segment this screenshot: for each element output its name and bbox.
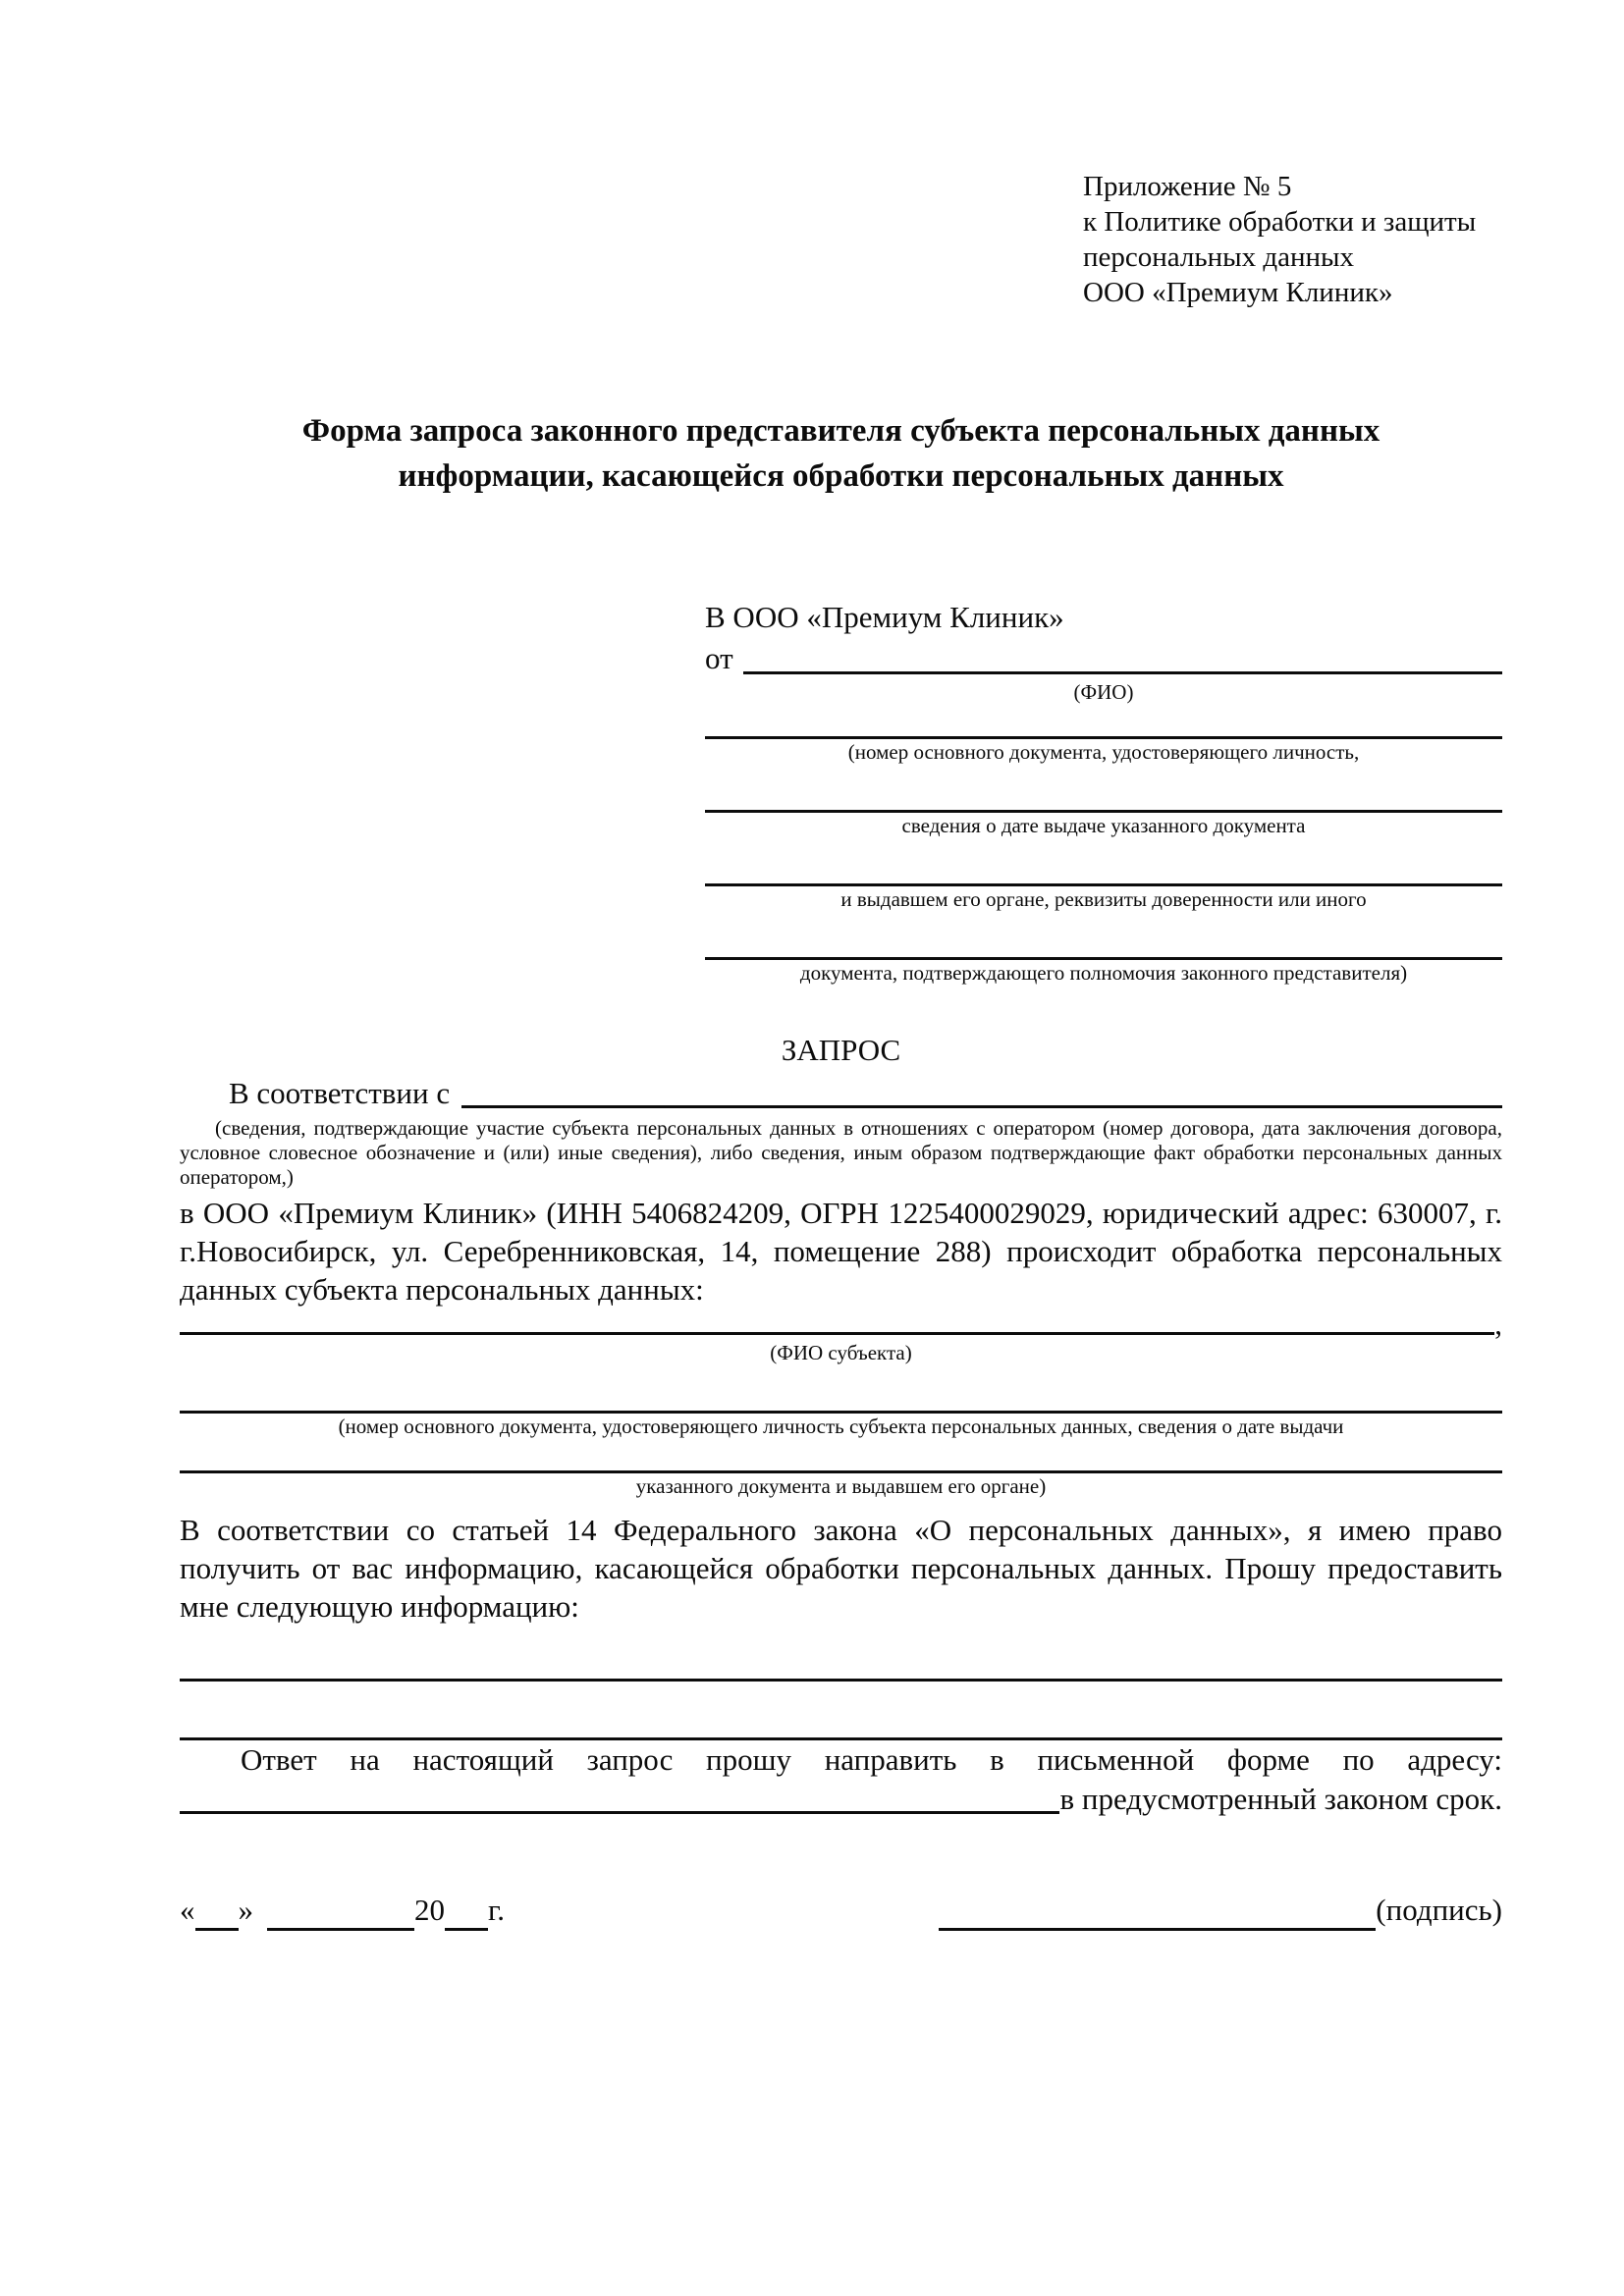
from-row	[705, 638, 1502, 679]
fio-caption: (ФИО)	[1073, 680, 1134, 704]
answer-suffix: в предусмотренный законом срок.	[1059, 1782, 1502, 1816]
from-name-blank-field	[743, 638, 1502, 674]
policy-reference-line2: персональных данных	[1083, 241, 1355, 273]
signature-field	[939, 1890, 1502, 1931]
authority-document-blank-field	[705, 926, 1502, 960]
subject-document-caption2: указанного документа и выдавшем его органе)	[635, 1474, 1047, 1498]
document-number-blank-field	[705, 705, 1502, 739]
subject-document-blank-field	[180, 1379, 1502, 1414]
date-year-prefix: 20	[414, 1893, 445, 1927]
in-accordance-row	[180, 1074, 1502, 1113]
date-open-quote: «	[180, 1893, 195, 1927]
requested-info-blank-field-1	[180, 1626, 1502, 1682]
appendix-reference-block	[1083, 169, 1502, 310]
date-close-quote: »	[238, 1893, 253, 1927]
addressee-block	[705, 597, 1502, 986]
issue-date-caption: сведения о дате выдаче указанного документа	[901, 814, 1306, 837]
answer-paragraph: Ответ на настоящий запрос прошу направить в письменной форме по адресу:	[241, 1742, 1502, 1777]
page-title-line2: информации, касающейся обработки персональных данных	[398, 458, 1284, 494]
issue-date-blank-field	[705, 778, 1502, 813]
date-year-suffix: г.	[488, 1893, 505, 1927]
operator-paragraph: в ООО «Премиум Клиник» (ИНН 5406824209, ОГРН 1225400029029, юридический адрес: 630007, г. г.Новосибирск, ул. Серебренниковская, 14, помещение 288) происходит обработка персональных данных субъекта персональных данных:	[180, 1196, 1502, 1307]
signature-blank-field	[939, 1897, 1376, 1931]
organization-name: ООО «Премиум Клиник»	[1083, 277, 1393, 308]
appendix-number: Приложение № 5	[1083, 171, 1292, 202]
law-paragraph: В соответствии со статьей 14 Федерального закона «О персональных данных», я имею право получить от вас информацию, касающейся обработки персональных данных. Прошу предоставить мне следующую информацию:	[180, 1513, 1502, 1624]
addressee-organization: В ООО «Премиум Клиник»	[705, 600, 1064, 634]
subject-line-comma: ,	[1494, 1307, 1502, 1341]
document-content	[180, 0, 1502, 1931]
page-title-line1: Форма запроса законного представителя субъекта персональных данных	[301, 413, 1380, 449]
date-month-blank-field	[267, 1897, 414, 1931]
subject-document-issue-blank-field	[180, 1439, 1502, 1473]
subject-fio-row	[180, 1308, 1502, 1340]
authority-document-caption: документа, подтверждающего полномочия законного представителя)	[799, 961, 1408, 985]
date-field	[180, 1890, 505, 1931]
document-number-caption: (номер основного документа, удостоверяющего личность,	[847, 740, 1360, 764]
subject-document-caption1: (номер основного документа, удостоверяющего личность субъекта персональных данных, сведения о дате выдачи	[338, 1415, 1344, 1438]
answer-address-row	[180, 1780, 1502, 1819]
page-title	[180, 408, 1502, 499]
accordance-caption: (сведения, подтверждающие участие субъекта персональных данных в отношениях с оператором (номер договора, дата заключения договора, условное словесное обозначение и (или) иные сведения), либо сведения, иным образом подтверждающие факт обработки персональных данных оператором,)	[180, 1116, 1502, 1189]
answer-address-blank-field	[180, 1780, 1059, 1814]
date-day-blank-field	[195, 1897, 239, 1931]
signature-caption: (подпись)	[1376, 1893, 1502, 1927]
request-heading: ЗАПРОС	[781, 1033, 901, 1067]
requested-info-blank-field-2	[180, 1682, 1502, 1740]
subject-fio-blank-field	[180, 1308, 1494, 1335]
subject-fio-caption: (ФИО субъекта)	[770, 1341, 912, 1364]
policy-reference-line1: к Политике обработки и защиты	[1083, 206, 1477, 238]
date-signature-row	[180, 1890, 1502, 1931]
in-accordance-blank-field	[461, 1074, 1502, 1108]
date-year-blank-field	[445, 1897, 488, 1931]
issuing-authority-caption: и выдавшем его органе, реквизиты доверенности или иного	[840, 887, 1367, 911]
from-label: от	[705, 641, 733, 675]
in-accordance-label: В соответствии с	[229, 1076, 451, 1110]
issuing-authority-blank-field	[705, 852, 1502, 886]
